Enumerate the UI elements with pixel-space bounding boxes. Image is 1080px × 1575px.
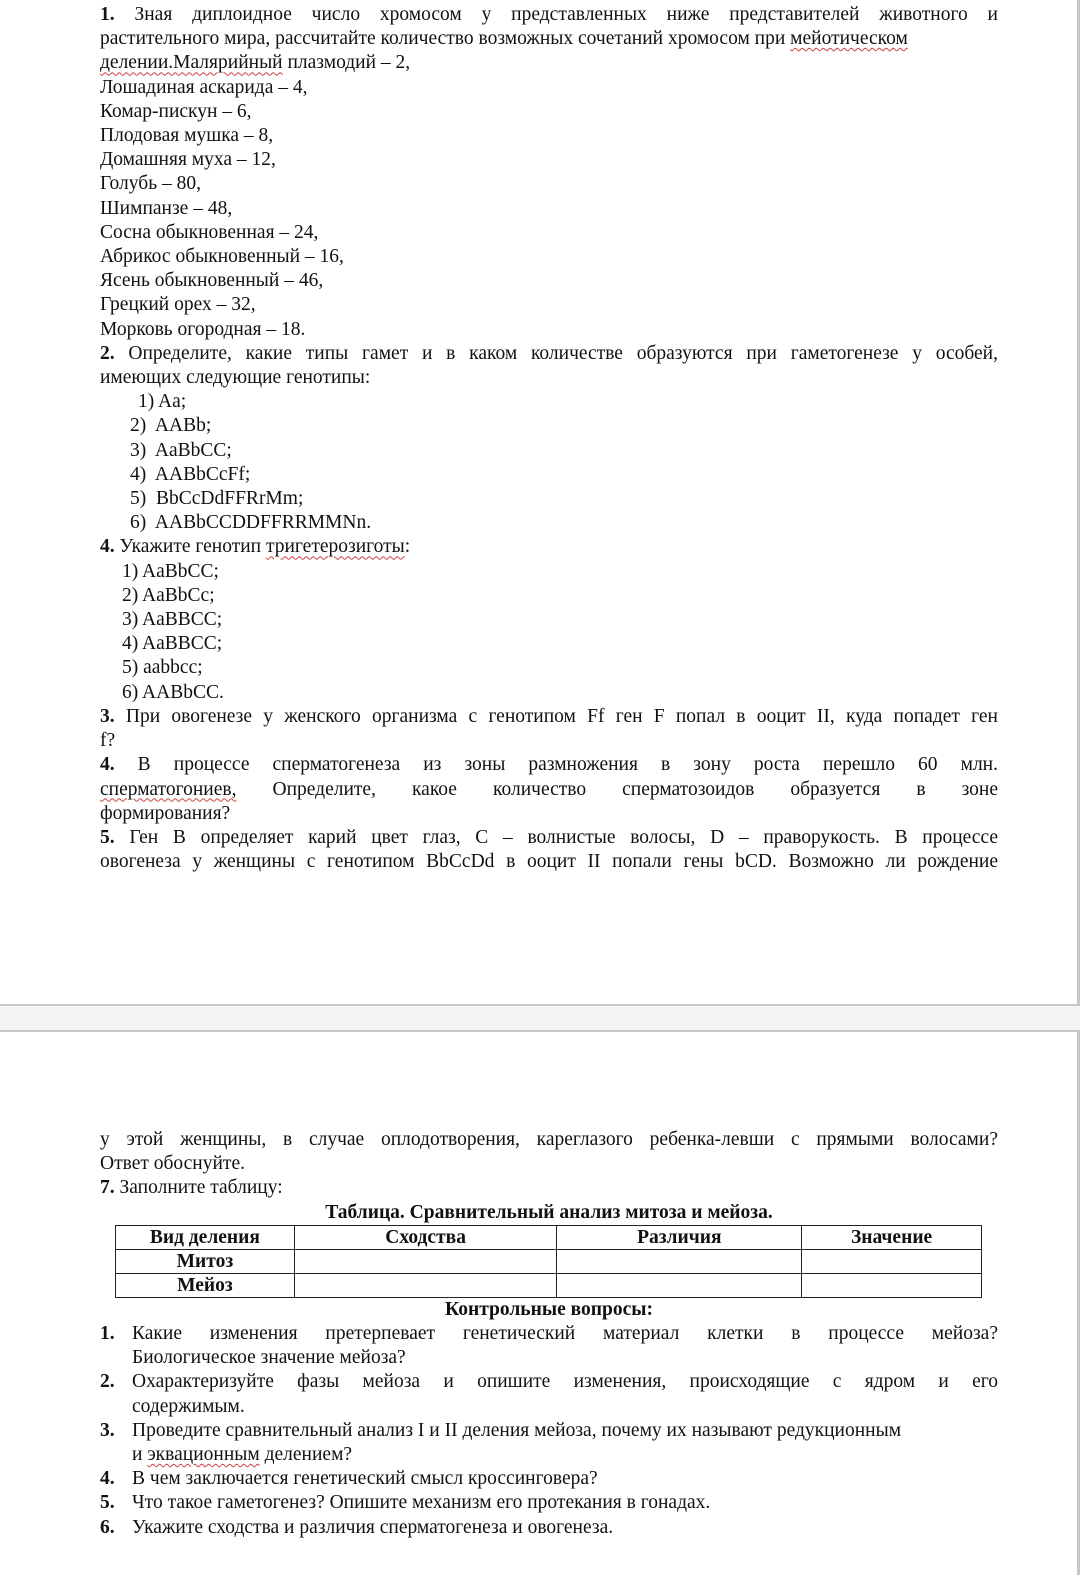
spellcheck-word: делении.Малярийный — [100, 52, 283, 74]
comparison-table — [115, 1225, 982, 1298]
spellcheck-word: эквационным — [147, 1444, 260, 1466]
organism-item: Комар-пискун – 6, — [100, 100, 252, 122]
task5-cont-line-2: Ответ обоснуйте. — [100, 1153, 245, 1175]
task1-number: 1. — [100, 4, 115, 25]
genotype-item: 4) AABbCcFf; — [130, 463, 251, 485]
table-cell-differences[interactable] — [557, 1249, 802, 1273]
genotype-item: 6) AABbCCDDFFRRMMNn. — [130, 512, 372, 534]
task4b-number: 4. — [100, 754, 115, 776]
task7-number: 7. — [100, 1177, 115, 1199]
question-number: 6. — [100, 1516, 115, 1538]
genotype-item: 3) AaBbCC; — [130, 439, 232, 461]
organism-item: Сосна обыкновенная – 24, — [100, 221, 319, 243]
page-1-content — [100, 3, 998, 874]
trihet-option: 1) AaBbCC; — [122, 560, 219, 582]
spellcheck-word: сперматогониев, — [100, 778, 237, 800]
question-number: 2. — [100, 1371, 115, 1393]
task2-number: 2. — [100, 342, 115, 364]
task2-line-1: 2. Определите, какие типы гамет и в каком количестве образуются при гаметогенезе у особей, — [100, 342, 998, 364]
question-number: 5. — [100, 1492, 115, 1514]
table-cell-division-type: Мейоз — [116, 1273, 295, 1297]
organism-item: Шимпанзе – 48, — [100, 197, 233, 219]
trihet-option: 6) AABbCC. — [122, 681, 224, 703]
task1-line-2: растительного мира, рассчитайте количество возможных сочетаний хромосом при мейотическом — [100, 28, 908, 50]
organism-item: Домашняя муха – 12, — [100, 149, 276, 171]
organism-item: Абрикос обыкновенный – 16, — [100, 246, 344, 268]
table-cell-significance[interactable] — [802, 1273, 982, 1297]
table-header-cell: Значение — [802, 1225, 982, 1249]
genotype-item: 2) AABb; — [130, 415, 212, 437]
control-questions-list — [100, 1322, 998, 1540]
task3-number: 3. — [100, 705, 115, 727]
table-caption: Таблица. Сравнительный анализ митоза и мейоза. — [325, 1201, 773, 1223]
spellcheck-word: мейотическом — [790, 28, 908, 50]
table-row — [116, 1273, 982, 1297]
question-number: 3. — [100, 1419, 115, 1441]
question-number: 4. — [100, 1468, 115, 1490]
task5-line-1: 5. Ген В определяет карий цвет глаз, С – волнистые волосы, D – праворукость. В процессе — [100, 826, 998, 848]
task4a-number: 4. — [100, 536, 115, 558]
table-header-cell: Вид деления — [116, 1225, 295, 1249]
task5-cont-line-1: у этой женщины, в случае оплодотворения, кареглазого ребенка-левши с прямыми волосами? — [100, 1129, 998, 1150]
trihet-option: 5) aabbcc; — [122, 657, 203, 679]
task1-line-1: 1. Зная диплоидное число хромосом у представленных ниже представителей животного и — [100, 4, 998, 25]
trihet-option: 3) AaBBCC; — [122, 609, 223, 631]
task2-line-2: имеющих следующие генотипы: — [100, 367, 371, 389]
task4a-line: 4. Укажите генотип тригетерозиготы: — [100, 536, 411, 558]
genotype-item: 1) Aa; — [138, 391, 187, 413]
genotype-list — [100, 390, 998, 535]
table-cell-similarities[interactable] — [294, 1273, 557, 1297]
organism-item: Плодовая мушка – 8, — [100, 125, 274, 147]
task5-number: 5. — [100, 826, 115, 848]
control-question: 4. В чем заключается генетический смысл кроссинговера? — [100, 1467, 998, 1491]
organism-item: Грецкий орех – 32, — [100, 294, 256, 316]
genotype-item: 5) BbCcDdFFRrMm; — [130, 488, 304, 510]
control-question: 6. Укажите сходства и различия сперматогенеза и овогенеза. — [100, 1516, 998, 1540]
organism-item: Лошадиная аскарида – 4, — [100, 76, 308, 98]
table-cell-significance[interactable] — [802, 1249, 982, 1273]
control-question: 3. Проведите сравнительный анализ I и II деления мейоза, почему их называют редукционным и эквационным делением? — [100, 1419, 902, 1466]
page-break — [0, 1006, 1080, 1032]
organism-item: Морковь огородная – 18. — [100, 318, 306, 340]
control-question: 5. Что такое гаметогенез? Опишите механизм его протекания в гонадах. — [100, 1491, 998, 1515]
task4b-line-2: сперматогониев, Определите, какое количество сперматозоидов образуется в зоне — [100, 778, 998, 800]
table-row — [116, 1249, 982, 1273]
task4b-line-3: формирования? — [100, 802, 231, 824]
task1-line-3: делении.Малярийный плазмодий – 2, — [100, 52, 411, 74]
control-question: 1. Какие изменения претерпевает генетический материал клетки в процессе мейоза? Биологическое значение мейоза? — [100, 1323, 998, 1369]
table-header-row — [116, 1225, 982, 1249]
task4b-line-1: 4. В процессе сперматогенеза из зоны размножения в зону роста перешло 60 млн. — [100, 754, 998, 776]
control-questions-heading: Контрольные вопросы: — [445, 1298, 653, 1320]
task5-line-2: овогенеза у женщины с генотипом BbCcDd в ооцит II попали гены bCD. Возможно ли рождение — [100, 851, 998, 873]
table-header-cell: Различия — [557, 1225, 802, 1249]
table-header-cell: Сходства — [294, 1225, 557, 1249]
task3-line-1: 3. При овогенезе у женского организма с генотипом Ff ген F попал в ооцит II, куда попадет ген — [100, 705, 998, 727]
task7-line: 7. Заполните таблицу: — [100, 1177, 283, 1199]
table-cell-division-type: Митоз — [116, 1249, 295, 1273]
trihet-option: 2) AaBbCc; — [122, 584, 215, 606]
control-question: 2. Охарактеризуйте фазы мейоза и опишите изменения, происходящие с ядром и его содержимым. — [100, 1371, 998, 1417]
document-page-2 — [0, 1032, 1080, 1575]
spellcheck-word: тригетерозиготы — [265, 536, 405, 558]
question-number: 1. — [100, 1323, 115, 1345]
task3-line-2: f? — [100, 730, 116, 752]
organism-item: Голубь – 80, — [100, 173, 201, 195]
organism-item: Ясень обыкновенный – 46, — [100, 270, 324, 292]
trihet-option: 4) AaBBCC; — [122, 633, 223, 655]
table-cell-similarities[interactable] — [294, 1249, 557, 1273]
table-cell-differences[interactable] — [557, 1273, 802, 1297]
page-2-content — [100, 1128, 998, 1540]
trihet-option-list — [100, 560, 998, 705]
organism-list — [100, 76, 998, 342]
